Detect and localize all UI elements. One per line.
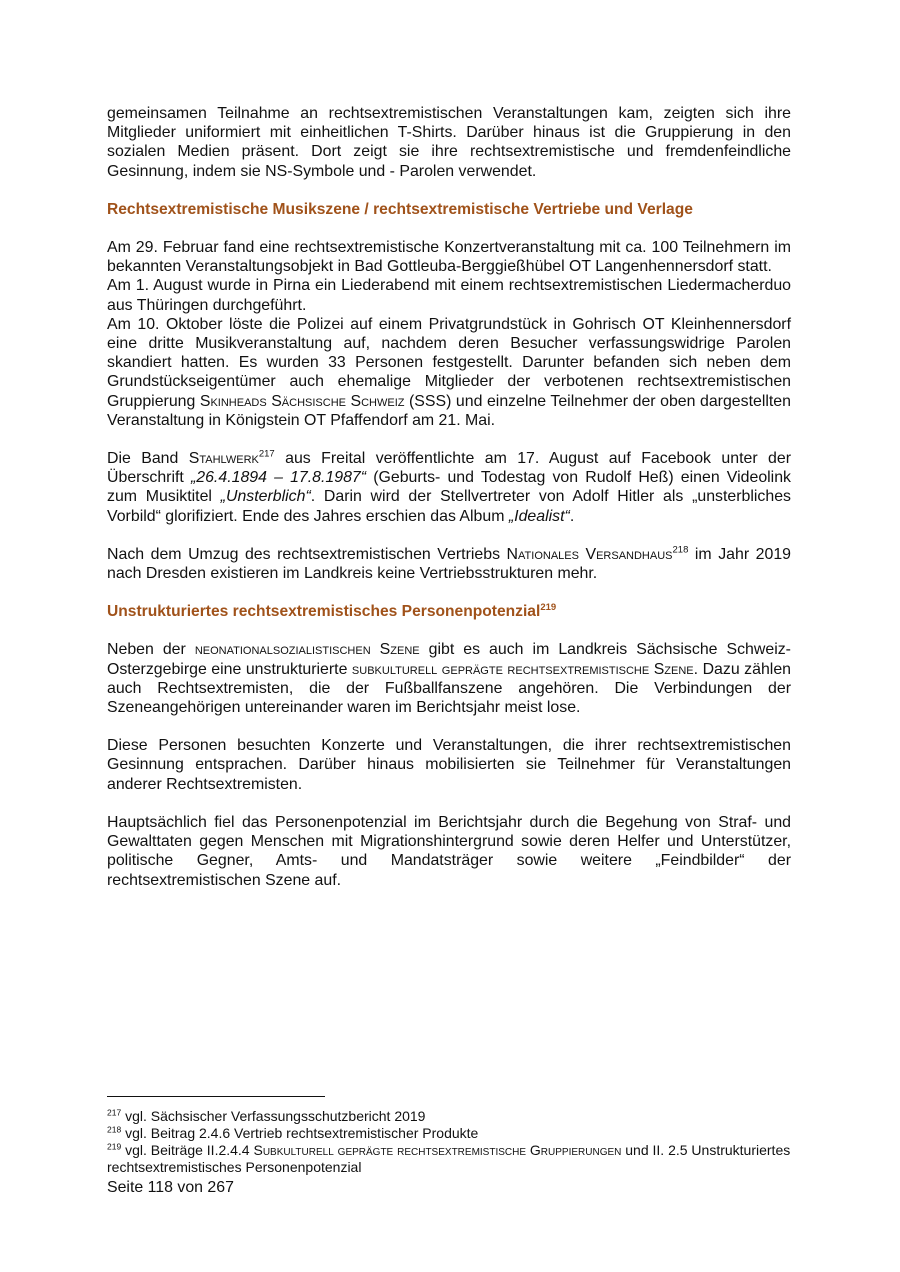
paragraph-oktober-aufloesung: Am 10. Oktober löste die Polizei auf einem Privatgrundstück in Gohrisch OT Kleinhennersdorf eine dritte Musikveranstaltung auf, nachdem deren Besucher verfassungswidrige Parolen skandiert hatten. Es wurden 33 Personen festgestellt. Darunter befanden sich neben dem Grundstückseigentümer auch ehemalige Mitglieder der verbotenen rechtsextremistischen Gruppierung Skinheads Sächsische Schweiz (SSS) und einzelne Teilnehmer der oben dargestellten Veranstaltung in Königstein OT Pfaffendorf am 21. Mai. bbox=[107, 315, 791, 429]
paragraph-vertrieb-umzug: Nach dem Umzug des rechtsextremistischen Vertriebs Nationales Versandhaus$^{218}$ im Jahr 2019 nach Dresden existieren im Landkreis keine Vertriebsstrukturen mehr. bbox=[107, 544, 791, 583]
footnote-ref-218[interactable]: 218 bbox=[672, 544, 689, 556]
footnote-divider bbox=[107, 1096, 325, 1097]
footnote-218: $^{218}$ vgl. Beitrag 2.4.6 Vertrieb rechtsextremistischer Produkte bbox=[107, 1124, 479, 1141]
vertrieb-name: Nationales Versandhaus bbox=[506, 545, 673, 563]
heading-unstrukturiertes-potenzial: Unstrukturiertes rechtsextremistisches Personenpotenzial$^{219}$ bbox=[107, 602, 557, 621]
paragraph-band-stahlwerk: Die Band Stahlwerk$^{217}$ aus Freital veröffentlichte am 17. August auf Facebook unter der Überschrift „26.4.1894 – 17.8.1987“ (Geburts- und Todestag von Rudolf Heß) einen Videolink zum Musiktitel „Unsterblich“. Darin wird der Stellvertreter von Adolf Hitler als „unsterbliches Vorbild“ glorifiziert. Ende des Jahres erschien das Album „Idealist“. bbox=[107, 448, 791, 525]
page-number: Seite 118 von 267 bbox=[107, 1179, 234, 1196]
paragraph-neben-szene: Neben der neonationalsozialistischen Szene gibt es auch im Landkreis Sächsische Schweiz-Osterzgebirge eine unstrukturierte subkulturell geprägte rechtsextremistische Szene. Dazu zählen auch Rechtsextremisten, die der Fußballfanszene angehören. Die Verbindungen der Szeneangehörigen untereinander waren im Berichtsjahr meist lose. bbox=[107, 641, 791, 717]
footnote-ref-217[interactable]: 217 bbox=[258, 448, 275, 460]
footnote-219: $^{219}$ vgl. Beiträge II.2.4.4 Subkulturell geprägte rechtsextremistische Gruppierungen und II. 2.5 Unstrukturiertes rechtsextremistisches Personenpotenzial bbox=[107, 1141, 791, 1175]
paragraph-februar-konzert: Am 29. Februar fand eine rechtsextremistische Konzertveranstaltung mit ca. 100 Teilnehmern im bekannten Veranstaltungsobjekt in Bad Gottleuba-Berggießhübel OT Langenhennersdorf statt. bbox=[107, 239, 791, 276]
paragraph-personen: Diese Personen besuchten Konzerte und Veranstaltungen, die ihrer rechtsextremistischen Gesinnung entsprachen. Darüber hinaus mobilisierten sie Teilnehmer für Veranstaltungen anderer Rechtsextremisten. bbox=[107, 737, 791, 793]
paragraph-hauptsaechlich: Hauptsächlich fiel das Personenpotenzial im Berichtsjahr durch die Begehung von Straf- und Gewalttaten gegen Menschen mit Migrationshintergrund sowie deren Helfer und Unterstützer, politische Gegner, Amts- und Mandatsträger sowie weitere „Feindbilder“ der rechtsextremistischen Szene auf. bbox=[107, 813, 791, 889]
document-body bbox=[107, 104, 791, 890]
footnotes bbox=[107, 1096, 791, 1197]
footnote-217: $^{217}$ vgl. Sächsischer Verfassungsschutzbericht 2019 bbox=[107, 1107, 426, 1124]
paragraph-intro: gemeinsamen Teilnahme an rechtsextremistischen Veranstaltungen kam, zeigten sich ihre Mitglieder uniformiert mit einheitlichen T-Shirts. Darüber hinaus ist die Gruppierung in den sozialen Medien präsent. Dort zeigt sie ihre rechtsextremistische und fremdenfeindliche Gesinnung, indem sie NS-Symbole und - Parolen verwendet. bbox=[107, 105, 791, 180]
band-name: Stahlwerk bbox=[188, 450, 259, 468]
heading-musikszene: Rechtsextremistische Musikszene / rechtsextremistische Vertriebe und Verlage bbox=[107, 200, 693, 218]
footnote-ref-219[interactable]: 219 bbox=[540, 602, 557, 614]
paragraph-august-liederabend: Am 1. August wurde in Pirna ein Liederabend mit einem rechtsextremistischen Liedermacherduo aus Thüringen durchgeführt. bbox=[107, 277, 791, 314]
group-name-sss: Skinheads Sächsische Schweiz bbox=[199, 392, 405, 410]
